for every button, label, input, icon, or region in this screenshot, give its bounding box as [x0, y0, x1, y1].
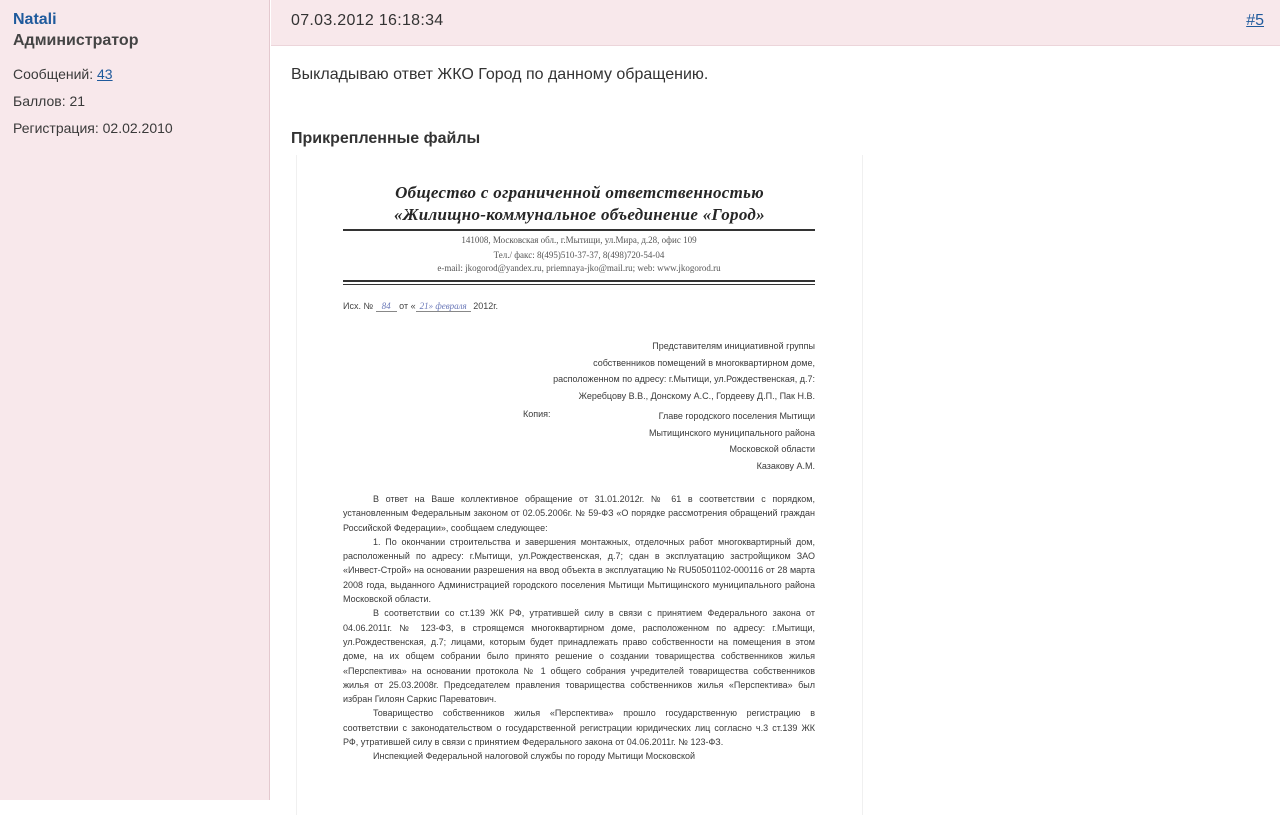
post-number-link[interactable]: #5 — [1246, 12, 1264, 29]
doc-body — [343, 492, 815, 764]
doc-org-line-1: Общество с ограниченной ответственностью — [395, 183, 764, 202]
doc-copy-line: Казакову А.М. — [756, 460, 815, 471]
doc-header-rule — [343, 229, 815, 231]
messages-stat — [13, 65, 269, 83]
messages-label: Сообщений: — [13, 66, 94, 82]
doc-address-rule — [343, 280, 815, 282]
post-message: Выкладываю ответ ЖКО Город по данному обращению. — [291, 66, 709, 83]
doc-copy-line: Мытищинского муниципального района — [648, 427, 815, 438]
user-info-panel — [0, 0, 270, 800]
registration-stat: Регистрация: 02.02.2010 — [13, 120, 173, 136]
doc-copy-line: Главе городского поселения Мытищи — [658, 411, 815, 421]
doc-ref-date: 21» февраля — [416, 301, 471, 312]
doc-org-line-2: «Жилищно-коммунальное объединение «Город» — [394, 205, 765, 224]
doc-address-rule-thin — [343, 284, 815, 285]
doc-copy-label: Копия: — [523, 409, 551, 419]
messages-count-link[interactable]: 43 — [97, 66, 113, 82]
doc-recipient-line: Жеребцову В.В., Донскому А.С., Гордееву Д.П., Пак Н.В. — [578, 390, 815, 401]
post-datetime: 07.03.2012 16:18:34 — [291, 12, 444, 29]
doc-recipient-line: собственников помещений в многоквартирном доме, — [593, 357, 815, 368]
doc-address-line-1: 141008, Московская обл., г.Мытищи, ул.Мира, д.28, офис 109 — [461, 235, 697, 245]
doc-ref-mid: от « — [399, 301, 416, 311]
username-link[interactable]: Natali — [13, 11, 57, 28]
doc-paragraph: 1. По окончании строительства и завершения монтажных, отделочных работ многоквартирный дом, расположенный по адресу: г.Мытищи, ул.Рождественская, д.7; сдан в эксплуатацию застройщиком ЗАО «Инвест-Строй» на основании разрешения на ввод объекта в эксплуатацию № RU50501102-000116 от 28 марта 2008 года, выданного Администрацией городского поселения Мытищи Мытищинского муниципального района Московской области. — [343, 536, 815, 605]
doc-address-line-3: e-mail: jkogorod@yandex.ru, priemnaya-jko@mail.ru; web: www.jkogorod.ru — [437, 263, 721, 273]
doc-recipient-line: Представителям инициативной группы — [652, 341, 815, 351]
doc-paragraph: В ответ на Ваше коллективное обращение от 31.01.2012г. № 61 в соответствии с порядком, установленным Федеральным законом от 02.05.2006г. № 59-ФЗ «О порядке рассмотрения обращений граждан Российской Федерации», сообщаем следующее: — [343, 494, 815, 533]
doc-paragraph: Инспекцией Федеральной налоговой службы по городу Мытищи Московской — [373, 751, 696, 762]
post-header — [271, 0, 1280, 46]
doc-outgoing-ref — [343, 301, 498, 311]
user-role: Администратор — [13, 32, 139, 49]
attached-document-image[interactable] — [296, 155, 863, 815]
doc-recipient-block — [553, 338, 815, 404]
attachments-title: Прикрепленные файлы — [291, 130, 481, 147]
doc-ref-prefix: Исх. № — [343, 301, 374, 311]
post-content — [291, 66, 1251, 147]
doc-ref-year: 2012г. — [470, 301, 498, 311]
doc-paragraph: Товарищество собственников жилья «Перспектива» прошло государственную регистрацию в соответствии с законодательством о государственной регистрации юридических лиц согласно ч.3 ст.139 ЖК РФ, утратившей силу в связи с принятием Федерального закона от 04.06.2011г. № 123-ФЗ. — [343, 708, 815, 748]
doc-paragraph: В соответствии со ст.139 ЖК РФ, утратившей силу в связи с принятием Федерального закона от 04.06.2011г. № 123-ФЗ, в строящемся многоквартирном доме, расположенном по адресу: г.Мытищи, ул.Рождественская, д.7; лицами, которым будет принадлежать право собственности на помещения в этом доме, на их общем собрании было принято решение о создании товарищества собственников жилья «Перспектива» на основании протокола № 1 общего собрания учредителей товарищества собственников жилья от 25.03.2008г. Председателем правления товарищества собственников жилья «Перспектива» был избран Гилоян Саркис Пареватович. — [343, 608, 815, 705]
doc-copy-line: Московской области — [729, 444, 815, 454]
doc-ref-number: 84 — [376, 301, 397, 312]
doc-recipient-line: расположенном по адресу: г.Мытищи, ул.Рождественская, д.7: — [553, 374, 815, 384]
doc-copy-recipient-block — [649, 408, 815, 474]
points-stat: Баллов: 21 — [13, 93, 86, 109]
doc-address-line-2: Тел./ факс: 8(495)510-37-37, 8(498)720-54-04 — [493, 250, 665, 260]
